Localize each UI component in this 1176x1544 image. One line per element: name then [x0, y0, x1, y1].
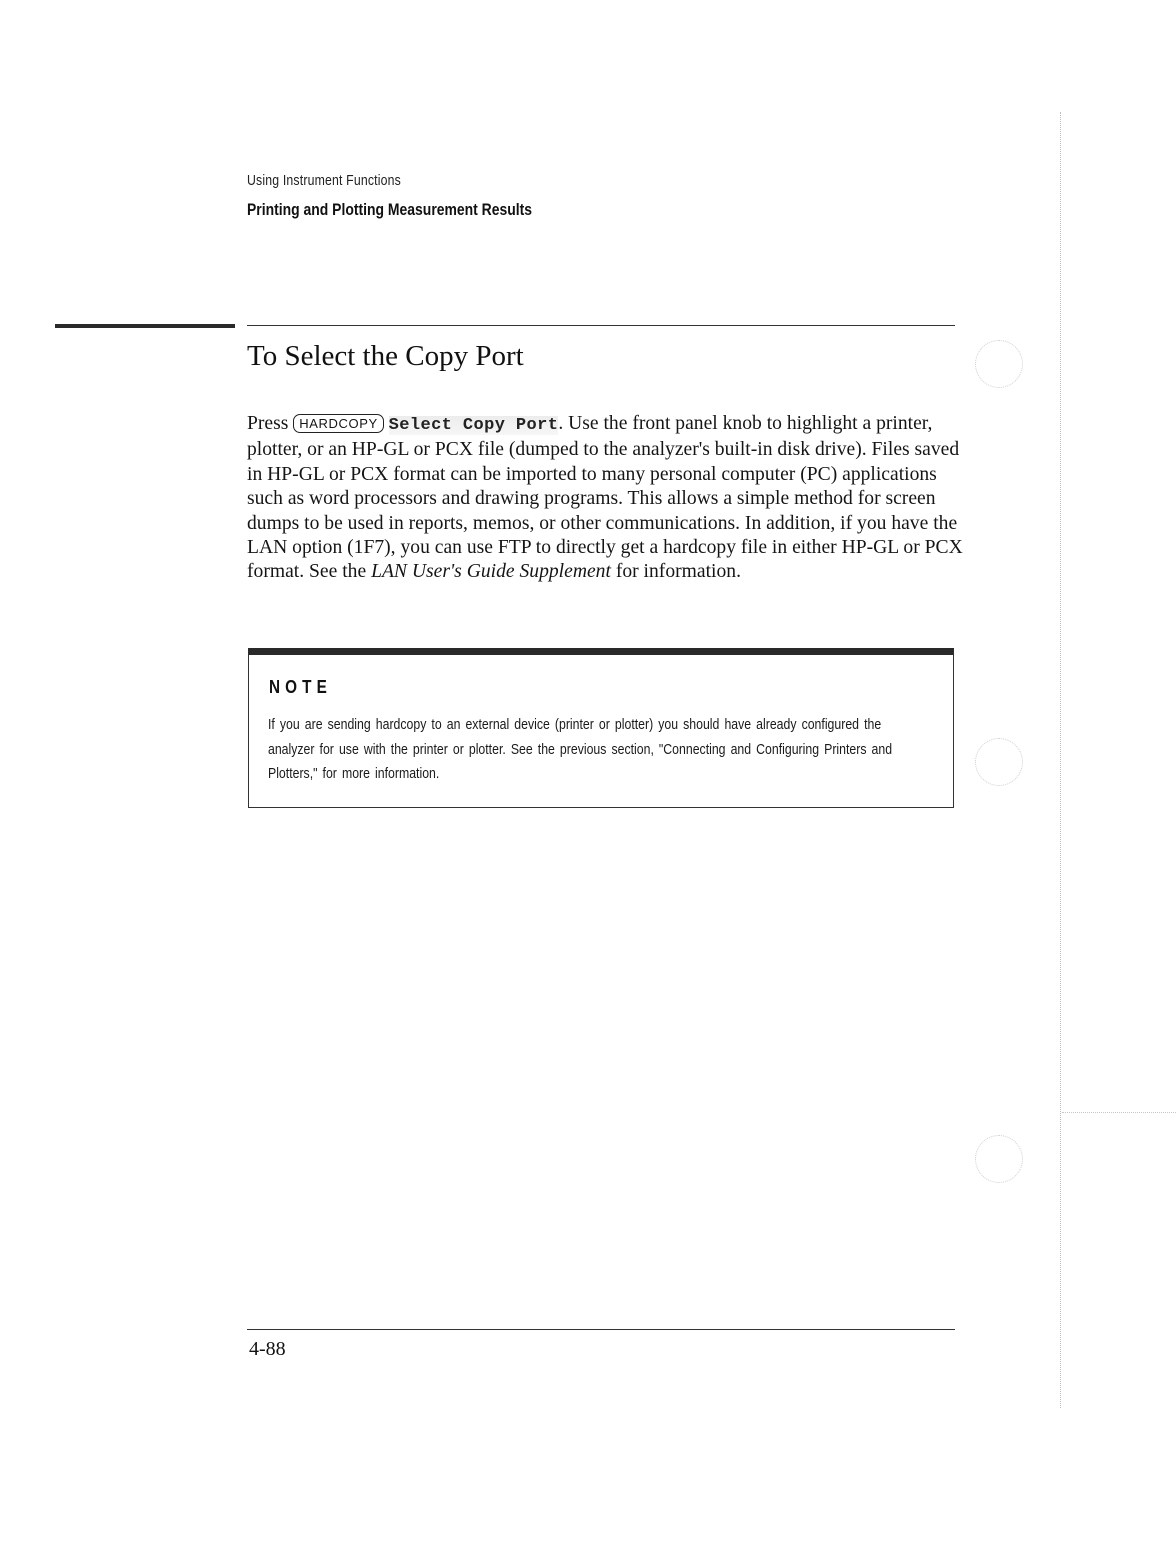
punch-hole-mark: [975, 1135, 1023, 1183]
press-text: Press: [247, 413, 289, 434]
select-copy-port-softkey: Select Copy Port: [388, 416, 559, 435]
running-subhead: Printing and Plotting Measurement Results: [247, 200, 533, 219]
footer-rule: [247, 1329, 955, 1330]
punch-hole-mark: [975, 738, 1023, 786]
section-marker-bar: [55, 324, 235, 328]
running-head: Using Instrument Functions: [247, 172, 401, 189]
note-text: If you are sending hardcopy to an external device (printer or plotter) you should have already configured the analyzer for use with the printer or plotter. See the previous section, "Connecting and Configuring Printers and Plotters," for more information.: [268, 716, 893, 782]
body-text: . Use the front panel knob to highlight a printer, plotter, or an HP-GL or PCX file (dumped to the analyzer's built-in disk drive). Files saved in HP-GL or PCX format can be imported to many personal computer (PC) applications such as word processors and drawing programs. This allows a simple method for screen dumps to be used in reports, memos, or other communications. In addition, if you have the LAN option (1F7), you can use FTP to directly get a hardcopy file in either HP-GL or PCX format. See the: [247, 413, 963, 583]
hardcopy-key: HARDCOPY: [293, 414, 383, 433]
punch-hole-mark: [975, 340, 1023, 388]
doc-title-reference: LAN User's Guide Supplement: [371, 561, 611, 583]
body-text-end: for information.: [615, 561, 741, 583]
page-number: 4-88: [249, 1338, 286, 1360]
note-box: [248, 648, 954, 808]
scan-edge-line: [1060, 112, 1061, 1408]
section-rule: [247, 325, 955, 326]
body-paragraph: [247, 412, 965, 585]
scan-edge-line: [1062, 1112, 1176, 1113]
note-label: NOTE: [269, 677, 332, 697]
section-title: To Select the Copy Port: [247, 340, 524, 372]
